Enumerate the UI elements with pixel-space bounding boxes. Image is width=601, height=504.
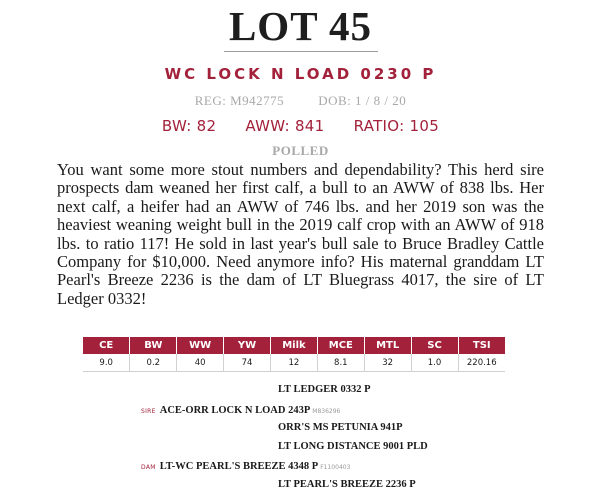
epd-header-milk: Milk: [271, 337, 318, 354]
registration-line: [0, 93, 601, 109]
date-of-birth: DOB: 1 / 8 / 20: [318, 93, 407, 108]
pedigree-dam-sire: LT LONG DISTANCE 9001 PLD: [278, 441, 428, 452]
animal-name: WC LOCK N LOAD 0230 P: [164, 65, 437, 83]
epd-value-row: [83, 354, 505, 372]
pedigree-dam-dam: LT PEARL'S BREEZE 2236 P: [278, 479, 416, 490]
weaning-ratio: RATIO: 105: [353, 117, 440, 135]
epd-value-bw: 0.2: [130, 354, 177, 372]
pedigree-dam: [141, 461, 350, 472]
dam-name: LT-WC PEARL'S BREEZE 4348 P: [159, 461, 319, 472]
epd-header-bw: BW: [130, 337, 177, 354]
sire-name: ACE-ORR LOCK N LOAD 243P: [159, 405, 311, 416]
polled-label: POLLED: [272, 143, 329, 158]
epd-value-mce: 8.1: [317, 354, 364, 372]
epd-value-ce: 9.0: [83, 354, 130, 372]
epd-value-mtl: 32: [364, 354, 411, 372]
epd-header-ce: CE: [83, 337, 130, 354]
pedigree-sire-dam: ORR'S MS PETUNIA 941P: [278, 422, 403, 433]
performance-stats: [0, 117, 601, 135]
epd-header-sc: SC: [411, 337, 458, 354]
epd-header-yw: YW: [224, 337, 271, 354]
dam-tag: DAM: [141, 464, 156, 471]
dam-registration: F1100403: [320, 464, 351, 471]
epd-header-tsi: TSI: [458, 337, 505, 354]
epd-header-ww: WW: [177, 337, 224, 354]
epd-value-tsi: 220.16: [458, 354, 505, 372]
epd-value-ww: 40: [177, 354, 224, 372]
birth-weight: BW: 82: [161, 117, 217, 135]
epd-value-milk: 12: [271, 354, 318, 372]
epd-header-row: [83, 337, 505, 354]
epd-table: [83, 337, 505, 372]
registration-number: REG: M942775: [194, 93, 285, 108]
lot-description: You want some more stout numbers and dependability? This herd sire prospects dam weaned her first calf, a bull to an AWW of 838 lbs. Her next calf, a heifer had an AWW of 746 lbs. and her 2019 son was the heaviest weaning weight bull in the 2019 calf crop with an AWW of 918 lbs. to ratio 117! He sold in last year's bull sale to Bruce Bradley Cattle Company for $10,000. Need anymore info? His maternal granddam LT Pearl's Breeze 2236 is the dam of LT Bluegrass 4017, the sire of LT Ledger 0332!: [57, 160, 544, 308]
epd-header-mtl: MTL: [364, 337, 411, 354]
epd-header-mce: MCE: [317, 337, 364, 354]
sire-tag: SIRE: [141, 408, 156, 415]
pedigree-sire-sire: LT LEDGER 0332 P: [278, 384, 371, 395]
title-divider: [224, 51, 378, 52]
sire-registration: M836296: [312, 408, 341, 415]
epd-value-sc: 1.0: [411, 354, 458, 372]
adjusted-weaning-weight: AWW: 841: [245, 117, 325, 135]
epd-value-yw: 74: [224, 354, 271, 372]
lot-title: LOT 45: [228, 3, 373, 49]
pedigree-sire: [141, 405, 340, 416]
